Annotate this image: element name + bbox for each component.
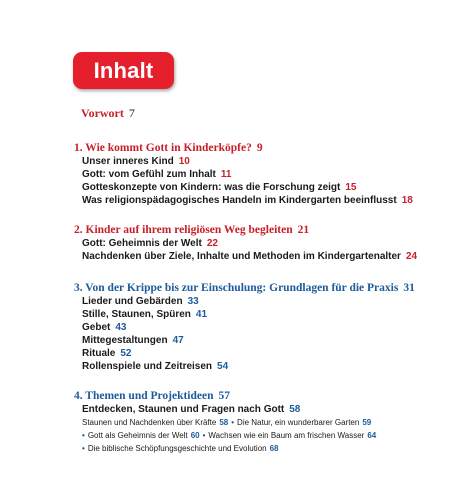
- toc-page-number: 64: [367, 431, 377, 440]
- toc-entry-label: Rollenspiele und Zeitreisen: [82, 361, 213, 372]
- toc-entry[interactable]: [82, 251, 417, 262]
- toc-entry[interactable]: [82, 169, 231, 180]
- chapter-title: 2. Kinder auf ihrem religiösen Weg begleiten: [74, 224, 293, 236]
- toc-entry-label: Rituale: [82, 348, 116, 359]
- toc-subentry[interactable]: [237, 418, 371, 427]
- toc-chapter-4[interactable]: [74, 390, 230, 402]
- toc-entry[interactable]: [82, 348, 131, 359]
- toc-entry-label: Gebet: [82, 322, 111, 333]
- toc-page-number: 60: [190, 431, 200, 440]
- toc-page-number: 52: [120, 348, 132, 359]
- toc-entry-vorwort[interactable]: [81, 106, 135, 121]
- toc-chapter-3[interactable]: [74, 282, 415, 294]
- toc-entry[interactable]: [82, 309, 207, 320]
- toc-chapter-1[interactable]: [74, 142, 263, 154]
- toc-entry-label: Gott: vom Gefühl zum Inhalt: [82, 169, 216, 180]
- toc-entry-label: Gott als Geheimnis der Welt: [87, 431, 188, 440]
- toc-entry-label: Die biblische Schöpfungsgeschichte und Evolution: [87, 444, 267, 453]
- toc-subentry[interactable]: [88, 431, 200, 440]
- toc-entry-label: Gotteskonzepte von Kindern: was die Forschung zeigt: [82, 182, 341, 193]
- toc-entry[interactable]: [82, 322, 126, 333]
- toc-entry[interactable]: [82, 404, 300, 415]
- toc-page-number: 21: [297, 224, 310, 236]
- toc-entry[interactable]: [82, 195, 413, 206]
- page-title: Inhalt: [93, 57, 154, 83]
- bullet-icon: •: [82, 431, 85, 440]
- toc-page-number: 11: [220, 169, 232, 180]
- toc-entry-label: Gott: Geheimnis der Welt: [82, 238, 202, 249]
- toc-entry-label: Stille, Staunen, Spüren: [82, 309, 191, 320]
- bullet-icon: •: [82, 444, 85, 453]
- toc-subentry-line-1: [82, 418, 371, 427]
- toc-page-number: 24: [405, 251, 418, 262]
- toc-page-number: 15: [345, 182, 357, 193]
- toc-page-number: 31: [403, 282, 415, 294]
- toc-entry[interactable]: [82, 182, 356, 193]
- toc-subentry[interactable]: [82, 418, 228, 427]
- toc-page-number: 47: [172, 335, 184, 346]
- toc-page-number: 59: [362, 418, 372, 427]
- toc-page-number: 41: [195, 309, 208, 320]
- toc-page-number: 33: [187, 296, 199, 307]
- toc-entry-label: Unser inneres Kind: [82, 156, 174, 167]
- toc-page-number: 57: [218, 390, 231, 402]
- toc-entry-label: Nachdenken über Ziele, Inhalte und Methoden im Kindergartenalter: [82, 251, 401, 262]
- toc-entry[interactable]: [82, 156, 190, 167]
- toc-entry-label: Wachsen wie ein Baum am frischen Wasser: [208, 431, 365, 440]
- toc-subentry-line-3: [82, 444, 279, 453]
- toc-entry[interactable]: [82, 361, 228, 372]
- toc-entry[interactable]: [82, 296, 199, 307]
- chapter-title: 4. Themen und Projektideen: [74, 390, 214, 402]
- toc-page-number: 68: [269, 444, 279, 453]
- toc-page-number: 7: [128, 106, 135, 120]
- toc-page-number: 43: [115, 322, 127, 333]
- toc-entry-label: Lieder und Gebärden: [82, 296, 183, 307]
- toc-page-number: 18: [401, 195, 413, 206]
- toc-page-number: 9: [256, 142, 263, 154]
- toc-chapter-2[interactable]: [74, 224, 309, 236]
- bullet-icon: •: [231, 418, 235, 427]
- toc-entry-label: Staunen und Nachdenken über Kräfte: [82, 418, 217, 427]
- toc-entry-label: Entdecken, Staunen und Fragen nach Gott: [82, 404, 285, 415]
- toc-subentry-line-2: [82, 431, 376, 440]
- toc-entry-label: Die Natur, ein wunderbarer Garten: [237, 418, 360, 427]
- toc-page-number: 58: [289, 404, 301, 415]
- toc-page-number: 58: [219, 418, 229, 427]
- toc-entry[interactable]: [82, 335, 184, 346]
- toc-subentry[interactable]: [88, 444, 279, 453]
- chapter-title: 1. Wie kommt Gott in Kinderköpfe?: [74, 142, 252, 154]
- toc-page-number: 10: [178, 156, 190, 167]
- toc-entry-label: Mittegestaltungen: [82, 335, 168, 346]
- toc-entry-label: Was religionspädagogisches Handeln im Kindergarten beeinflusst: [82, 195, 397, 206]
- toc-subentry[interactable]: [208, 431, 376, 440]
- bullet-icon: •: [202, 431, 206, 440]
- toc-entry-label: Vorwort: [81, 106, 124, 120]
- toc-page-number: 22: [206, 238, 218, 249]
- toc-page-number: 54: [217, 361, 229, 372]
- toc-entry[interactable]: [82, 238, 218, 249]
- title-badge: [73, 52, 174, 89]
- chapter-title: 3. Von der Krippe bis zur Einschulung: Grundlagen für die Praxis: [74, 282, 399, 294]
